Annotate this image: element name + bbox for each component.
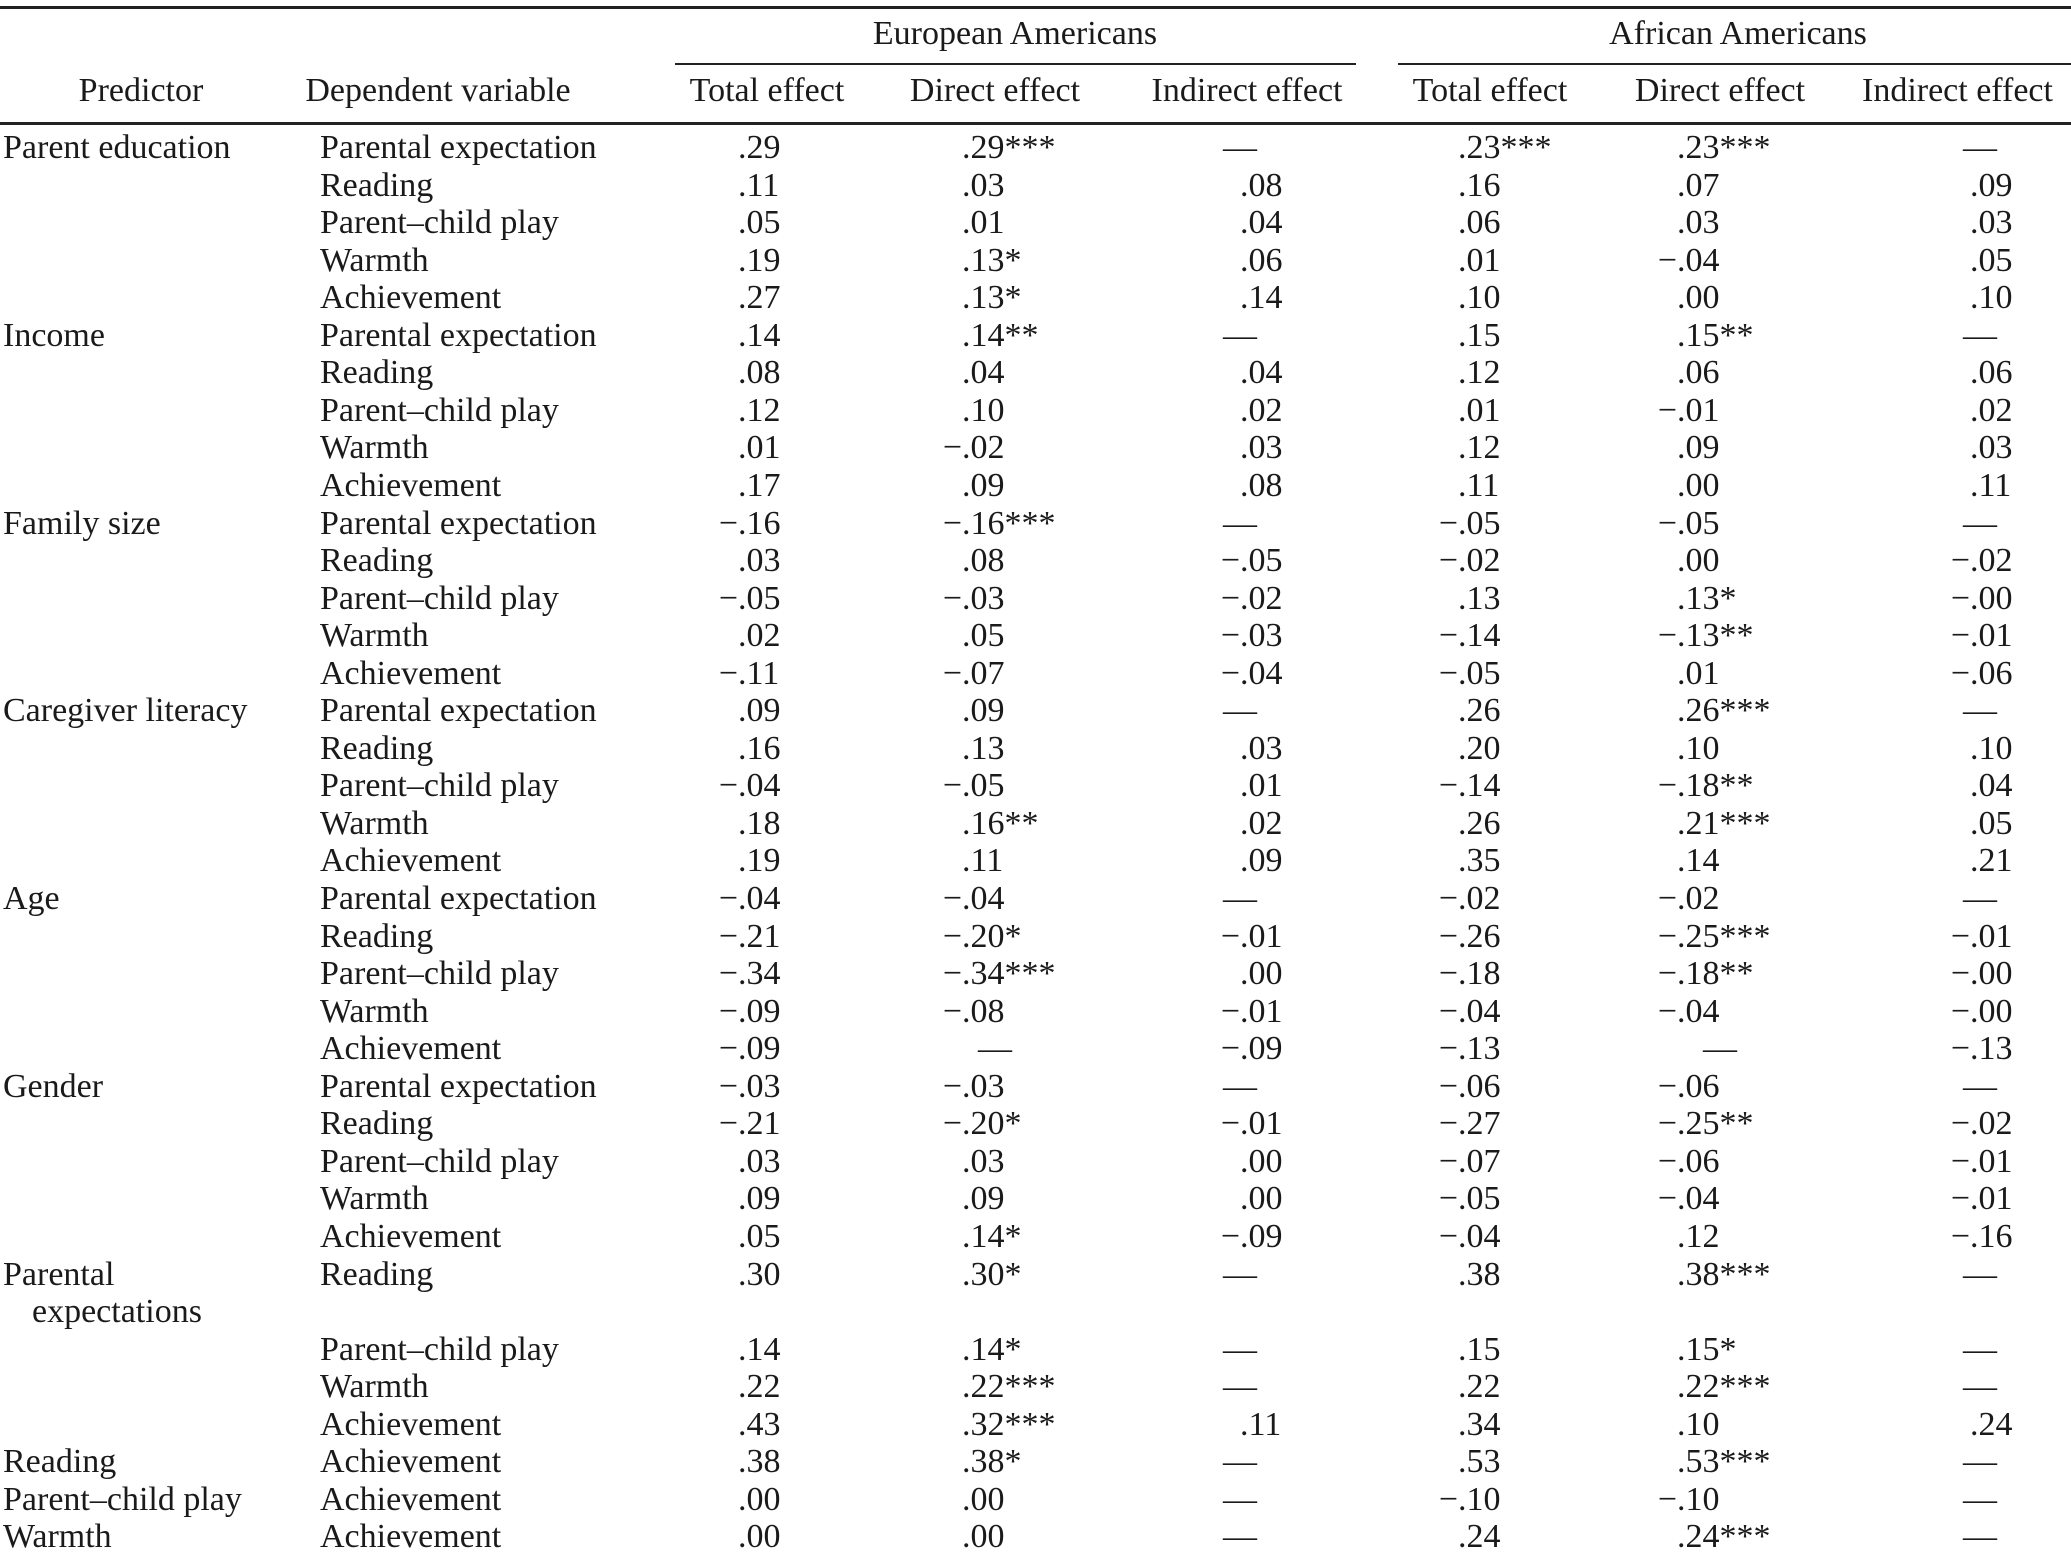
predictor-label: Income	[3, 316, 105, 354]
cell-value: −.01	[1657, 391, 1720, 429]
cell-value: .05	[1970, 241, 2013, 279]
cell-value: −.06	[1438, 1067, 1501, 1105]
cell-value: —	[1223, 1368, 1257, 1406]
cell-value: .07	[1677, 166, 1720, 204]
predictor-label: Gender	[3, 1067, 104, 1105]
cell-value: .14	[1240, 279, 1283, 317]
dependent-variable: Reading	[320, 1255, 434, 1293]
cell-value: −.02	[1438, 880, 1501, 917]
cell-value: −.20*	[942, 1105, 1022, 1143]
cell-value: .21***	[1677, 804, 1771, 842]
cell-value: −.34***	[942, 955, 1056, 993]
cell-value: —	[1223, 1067, 1257, 1105]
dependent-variable: Parent–child play	[320, 391, 559, 429]
cell-value: .14*	[962, 1217, 1022, 1255]
cell-value: −.00	[1950, 955, 2013, 993]
col-header-ea-indirect: Indirect effect	[1151, 72, 1343, 109]
cell-value: .03	[738, 542, 781, 580]
predictor-label-continued: expectations	[32, 1293, 202, 1331]
cell-value: −.06	[1950, 654, 2013, 692]
cell-value: −.09	[1220, 1217, 1283, 1255]
cell-value: .06	[1677, 354, 1720, 392]
cell-value: −.25**	[1657, 1105, 1754, 1143]
predictor-label: Caregiver literacy	[3, 692, 248, 730]
cell-value: .14	[738, 316, 781, 354]
cell-value: −.13**	[1657, 617, 1754, 655]
cell-value: .00	[962, 1480, 1005, 1518]
cell-value: .29	[738, 129, 781, 166]
cell-value: −.04	[1438, 992, 1501, 1030]
cell-value: −.08	[942, 992, 1005, 1030]
dependent-variable: Achievement	[320, 842, 502, 880]
group-header-african: African Americans	[1609, 15, 1867, 52]
dependent-variable: Parental expectation	[320, 880, 597, 917]
cell-value: −.03	[942, 1067, 1005, 1105]
dependent-variable: Warmth	[320, 429, 429, 467]
cell-value: .06	[1458, 204, 1501, 242]
cell-value: .00	[738, 1518, 781, 1556]
cell-value: .22***	[1677, 1368, 1771, 1406]
cell-value: —	[1223, 129, 1257, 166]
predictor-label: Parent–child play	[3, 1480, 242, 1518]
cell-value: .27	[738, 279, 781, 317]
cell-value: .16	[1458, 166, 1501, 204]
cell-value: .10	[962, 391, 1005, 429]
cell-value: −.02	[1220, 579, 1283, 617]
cell-value: −.25***	[1657, 917, 1771, 955]
cell-value: .01	[962, 204, 1005, 242]
cell-value: .38***	[1677, 1255, 1771, 1293]
cell-value: .15*	[1677, 1330, 1737, 1368]
cell-value: −.01	[1950, 917, 2013, 955]
cell-value: —	[1223, 880, 1257, 917]
cell-value: .05	[962, 617, 1005, 655]
cell-value: .00	[1677, 279, 1720, 317]
cell-value: .00	[1677, 542, 1720, 580]
cell-value: .38*	[962, 1443, 1022, 1481]
cell-value: —	[978, 1030, 1012, 1068]
dependent-variable: Reading	[320, 1105, 434, 1143]
group-rule-european	[675, 63, 1356, 65]
cell-value: .30*	[962, 1255, 1022, 1293]
cell-value: .09	[738, 1180, 781, 1218]
cell-value: .09	[962, 692, 1005, 730]
cell-value: −.01	[1950, 1180, 2013, 1218]
predictor-label: Parent education	[3, 129, 231, 166]
cell-value: .24	[1970, 1405, 2013, 1443]
cell-value: −.05	[718, 579, 781, 617]
cell-value: −.09	[718, 1030, 781, 1068]
dependent-variable: Parent–child play	[320, 204, 559, 242]
cell-value: .04	[1970, 767, 2013, 805]
cell-value: .15**	[1677, 316, 1754, 354]
cell-value: −.01	[1220, 917, 1283, 955]
dependent-variable: Achievement	[320, 1405, 502, 1443]
cell-value: .22	[738, 1368, 781, 1406]
cell-value: .03	[1240, 729, 1283, 767]
cell-value: —	[1703, 1030, 1737, 1068]
cell-value: .09	[1677, 429, 1720, 467]
cell-value: .08	[738, 354, 781, 392]
cell-value: .17	[738, 466, 781, 504]
cell-value: −.05	[1220, 542, 1283, 580]
dependent-variable: Parent–child play	[320, 1330, 559, 1368]
cell-value: .00	[1240, 1142, 1283, 1180]
cell-value: .11	[1458, 466, 1500, 504]
cell-value: .16**	[962, 804, 1039, 842]
cell-value: .34	[1458, 1405, 1501, 1443]
cell-value: —	[1223, 692, 1257, 730]
cell-value: —	[1963, 692, 1997, 730]
cell-value: —	[1963, 129, 1997, 166]
cell-value: .10	[1677, 729, 1720, 767]
cell-value: .11	[962, 842, 1004, 880]
cell-value: .38	[738, 1443, 781, 1481]
cell-value: —	[1963, 316, 1997, 354]
cell-value: −.00	[1950, 579, 2013, 617]
cell-value: .15	[1458, 316, 1501, 354]
cell-value: −.07	[1438, 1142, 1501, 1180]
cell-value: −.00	[1950, 992, 2013, 1030]
cell-value: −.18**	[1657, 767, 1754, 805]
dependent-variable: Parent–child play	[320, 1142, 559, 1180]
group-header-european: European Americans	[872, 15, 1158, 52]
cell-value: .03	[1240, 429, 1283, 467]
dependent-variable: Warmth	[320, 804, 429, 842]
cell-value: −.04	[1438, 1217, 1501, 1255]
cell-value: .09	[962, 466, 1005, 504]
dependent-variable: Achievement	[320, 1217, 502, 1255]
cell-value: —	[1963, 880, 1997, 917]
cell-value: .01	[1458, 241, 1501, 279]
cell-value: .06	[1970, 354, 2013, 392]
dependent-variable: Parental expectation	[320, 504, 597, 542]
cell-value: .10	[1458, 279, 1501, 317]
dependent-variable: Reading	[320, 917, 434, 955]
cell-value: −.21	[718, 917, 781, 955]
dependent-variable: Warmth	[320, 1180, 429, 1218]
dependent-variable: Reading	[320, 354, 434, 392]
cell-value: .02	[1970, 391, 2013, 429]
top-rule	[0, 6, 2071, 9]
dependent-variable: Parental expectation	[320, 129, 597, 166]
dependent-variable: Warmth	[320, 617, 429, 655]
cell-value: .13*	[962, 279, 1022, 317]
cell-value: .10	[1970, 279, 2013, 317]
col-header-predictor: Predictor	[78, 72, 204, 109]
cell-value: .11	[1240, 1405, 1282, 1443]
dependent-variable: Parental expectation	[320, 692, 597, 730]
dependent-variable: Parent–child play	[320, 579, 559, 617]
cell-value: −.07	[942, 654, 1005, 692]
cell-value: —	[1223, 1480, 1257, 1518]
dependent-variable: Reading	[320, 729, 434, 767]
cell-value: .35	[1458, 842, 1501, 880]
cell-value: —	[1963, 1480, 1997, 1518]
cell-value: .03	[1970, 429, 2013, 467]
cell-value: .01	[1458, 391, 1501, 429]
cell-value: .12	[738, 391, 781, 429]
cell-value: −.03	[942, 579, 1005, 617]
cell-value: .01	[1677, 654, 1720, 692]
dependent-variable: Achievement	[320, 279, 502, 317]
cell-value: .00	[1677, 466, 1720, 504]
cell-value: .23***	[1677, 129, 1771, 166]
dependent-variable: Warmth	[320, 992, 429, 1030]
predictor-label: Family size	[3, 504, 161, 542]
cell-value: −.09	[1220, 1030, 1283, 1068]
cell-value: .14*	[962, 1330, 1022, 1368]
dependent-variable: Warmth	[320, 241, 429, 279]
cell-value: −.05	[1438, 1180, 1501, 1218]
cell-value: .05	[738, 1217, 781, 1255]
cell-value: .38	[1458, 1255, 1501, 1293]
cell-value: .15	[1458, 1330, 1501, 1368]
col-header-ea-total: Total effect	[689, 72, 845, 109]
dependent-variable: Reading	[320, 542, 434, 580]
cell-value: −.04	[1657, 241, 1720, 279]
cell-value: .26	[1458, 804, 1501, 842]
cell-value: −.13	[1950, 1030, 2013, 1068]
cell-value: .12	[1458, 429, 1501, 467]
cell-value: .08	[1240, 466, 1283, 504]
cell-value: —	[1223, 1443, 1257, 1481]
cell-value: .32***	[962, 1405, 1056, 1443]
cell-value: .09	[1240, 842, 1283, 880]
col-header-dependent: Dependent variable	[305, 72, 571, 109]
cell-value: −.03	[1220, 617, 1283, 655]
cell-value: .24***	[1677, 1518, 1771, 1556]
predictor-label: Warmth	[3, 1518, 112, 1556]
cell-value: −.18	[1438, 955, 1501, 993]
cell-value: −.01	[1950, 1142, 2013, 1180]
cell-value: .16	[738, 729, 781, 767]
cell-value: −.04	[1657, 1180, 1720, 1218]
cell-value: .22***	[962, 1368, 1056, 1406]
cell-value: .20	[1458, 729, 1501, 767]
cell-value: −.27	[1438, 1105, 1501, 1143]
cell-value: .09	[962, 1180, 1005, 1218]
cell-value: −.02	[1950, 542, 2013, 580]
cell-value: −.20*	[942, 917, 1022, 955]
cell-value: −.06	[1657, 1067, 1720, 1105]
cell-value: −.01	[1220, 992, 1283, 1030]
cell-value: −.05	[1657, 504, 1720, 542]
cell-value: —	[1963, 1368, 1997, 1406]
cell-value: .02	[1240, 804, 1283, 842]
cell-value: .10	[1970, 729, 2013, 767]
cell-value: −.04	[718, 767, 781, 805]
cell-value: .29***	[962, 129, 1056, 166]
cell-value: .03	[962, 1142, 1005, 1180]
dependent-variable: Achievement	[320, 1030, 502, 1068]
cell-value: .19	[738, 842, 781, 880]
cell-value: −.05	[942, 767, 1005, 805]
cell-value: −.16***	[942, 504, 1056, 542]
cell-value: .21	[1970, 842, 2013, 880]
cell-value: —	[1223, 1255, 1257, 1293]
dependent-variable: Parental expectation	[320, 316, 597, 354]
cell-value: .02	[738, 617, 781, 655]
cell-value: .02	[1240, 391, 1283, 429]
cell-value: −.16	[718, 504, 781, 542]
dependent-variable: Parent–child play	[320, 767, 559, 805]
cell-value: −.04	[1657, 992, 1720, 1030]
cell-value: .08	[1240, 166, 1283, 204]
cell-value: .01	[738, 429, 781, 467]
cell-value: .13*	[1677, 579, 1737, 617]
cell-value: —	[1963, 1330, 1997, 1368]
cell-value: −.02	[1950, 1105, 2013, 1143]
cell-value: −.04	[942, 880, 1005, 917]
cell-value: .01	[1240, 767, 1283, 805]
cell-value: .19	[738, 241, 781, 279]
cell-value: .14	[738, 1330, 781, 1368]
dependent-variable: Parent–child play	[320, 955, 559, 993]
cell-value: .00	[962, 1518, 1005, 1556]
dependent-variable: Achievement	[320, 1480, 502, 1518]
cell-value: —	[1223, 1330, 1257, 1368]
cell-value: −.14	[1438, 617, 1501, 655]
cell-value: —	[1963, 1443, 1997, 1481]
cell-value: −.06	[1657, 1142, 1720, 1180]
dependent-variable: Achievement	[320, 1518, 502, 1556]
cell-value: .23***	[1458, 129, 1552, 166]
cell-value: −.21	[718, 1105, 781, 1143]
cell-value: −.02	[1438, 542, 1501, 580]
cell-value: −.11	[718, 654, 780, 692]
cell-value: .06	[1240, 241, 1283, 279]
predictor-label: Parental	[3, 1255, 115, 1293]
cell-value: .14**	[962, 316, 1039, 354]
cell-value: .26	[1458, 692, 1501, 730]
cell-value: .43	[738, 1405, 781, 1443]
cell-value: .04	[1240, 354, 1283, 392]
dependent-variable: Warmth	[320, 1368, 429, 1406]
cell-value: .53	[1458, 1443, 1501, 1481]
dependent-variable: Reading	[320, 166, 434, 204]
cell-value: .26***	[1677, 692, 1771, 730]
dependent-variable: Achievement	[320, 654, 502, 692]
col-header-aa-direct: Direct effect	[1634, 72, 1806, 109]
cell-value: .24	[1458, 1518, 1501, 1556]
cell-value: —	[1223, 316, 1257, 354]
cell-value: .09	[1970, 166, 2013, 204]
dependent-variable: Achievement	[320, 466, 502, 504]
cell-value: .13	[1458, 579, 1501, 617]
cell-value: .04	[1240, 204, 1283, 242]
col-header-aa-indirect: Indirect effect	[1862, 72, 2053, 109]
cell-value: —	[1963, 1067, 1997, 1105]
cell-value: .11	[738, 166, 780, 204]
cell-value: −.13	[1438, 1030, 1501, 1068]
cell-value: .13	[962, 729, 1005, 767]
cell-value: −.34	[718, 955, 781, 993]
cell-value: .11	[1970, 466, 2012, 504]
cell-value: −.05	[1438, 504, 1501, 542]
group-rule-african	[1398, 63, 2071, 65]
cell-value: —	[1223, 1518, 1257, 1556]
col-header-aa-total: Total effect	[1412, 72, 1568, 109]
cell-value: .10	[1677, 1405, 1720, 1443]
predictor-label: Age	[3, 880, 60, 917]
cell-value: .18	[738, 804, 781, 842]
cell-value: .05	[738, 204, 781, 242]
cell-value: −.16	[1950, 1217, 2013, 1255]
header-rule	[0, 122, 2071, 125]
cell-value: −.02	[942, 429, 1005, 467]
col-header-ea-direct: Direct effect	[909, 72, 1081, 109]
cell-value: —	[1963, 1255, 1997, 1293]
cell-value: −.26	[1438, 917, 1501, 955]
cell-value: .03	[738, 1142, 781, 1180]
cell-value: .05	[1970, 804, 2013, 842]
cell-value: −.05	[1438, 654, 1501, 692]
cell-value: —	[1963, 1518, 1997, 1556]
cell-value: −.18**	[1657, 955, 1754, 993]
dependent-variable: Parental expectation	[320, 1067, 597, 1105]
cell-value: .14	[1677, 842, 1720, 880]
cell-value: −.04	[718, 880, 781, 917]
cell-value: —	[1223, 504, 1257, 542]
cell-value: .03	[1677, 204, 1720, 242]
cell-value: .53***	[1677, 1443, 1771, 1481]
cell-value: .30	[738, 1255, 781, 1293]
cell-value: .12	[1458, 354, 1501, 392]
dependent-variable: Achievement	[320, 1443, 502, 1481]
cell-value: —	[1963, 504, 1997, 542]
cell-value: −.10	[1657, 1480, 1720, 1518]
cell-value: .08	[962, 542, 1005, 580]
cell-value: .13*	[962, 241, 1022, 279]
cell-value: .03	[962, 166, 1005, 204]
cell-value: .00	[1240, 1180, 1283, 1218]
cell-value: .04	[962, 354, 1005, 392]
cell-value: .12	[1677, 1217, 1720, 1255]
predictor-label: Reading	[3, 1443, 117, 1481]
cell-value: .03	[1970, 204, 2013, 242]
cell-value: −.10	[1438, 1480, 1501, 1518]
cell-value: −.04	[1220, 654, 1283, 692]
cell-value: .00	[738, 1480, 781, 1518]
cell-value: −.02	[1657, 880, 1720, 917]
cell-value: .00	[1240, 955, 1283, 993]
cell-value: −.01	[1950, 617, 2013, 655]
cell-value: −.03	[718, 1067, 781, 1105]
cell-value: −.09	[718, 992, 781, 1030]
cell-value: .22	[1458, 1368, 1501, 1406]
cell-value: −.14	[1438, 767, 1501, 805]
cell-value: .09	[738, 692, 781, 730]
cell-value: −.01	[1220, 1105, 1283, 1143]
